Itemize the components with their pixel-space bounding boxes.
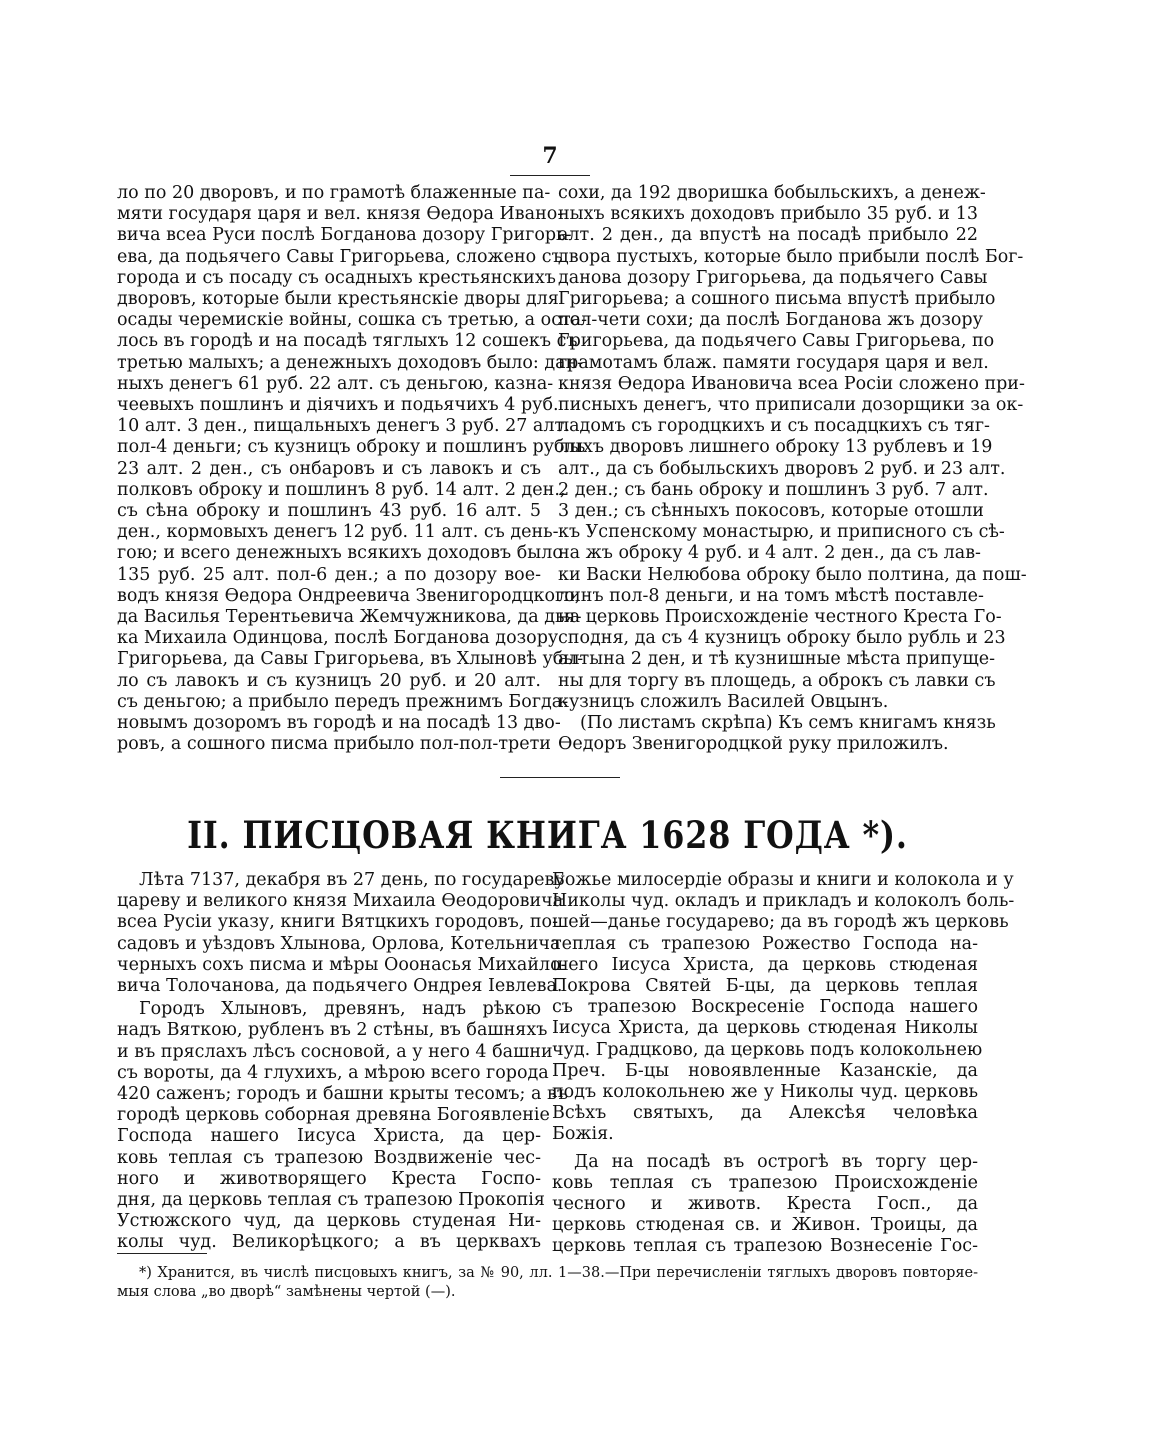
paragraph-town-description (117, 999, 568, 1253)
text-line: ло по 20 дворовъ, и по грамотѣ блаженные па- (117, 183, 551, 203)
text-line: (По листамъ скрѣпа) Къ семъ книгамъ князь (580, 713, 996, 734)
text-line: шего Iисуса Христа, да церковь стюденая (552, 954, 978, 975)
text-line: писныхъ денегъ, что приписали дозорщики за ок- (558, 395, 1024, 416)
text-line: вича всеа Руси послѣ Богданова дозору Григорь- (117, 225, 572, 246)
text-line: данова дозору Григорьева, да подьячего Савы (558, 267, 988, 288)
text-line: Григорьева, да Савы Григорьева, въ Хлыновѣ убы- (117, 649, 584, 670)
text-line: чеевыхъ пошлинъ и дiячихъ и подьячихъ 4 руб. (117, 395, 559, 416)
text-line: съ трапезою Воскресеніе Господа нашего (552, 997, 978, 1018)
text-line: ного и животворящего Креста Госпо- (117, 1168, 541, 1189)
text-line: дня, да церковь теплая съ трапезою Прокопія (117, 1190, 545, 1211)
text-line: лось въ городѣ и на посадѣ тяглыхъ 12 сошекъ съ (117, 331, 578, 352)
text-line: ло съ лавокъ и съ кузницъ 20 руб. и 20 алт. (117, 670, 541, 691)
text-line: 3 ден.; съ сѣнныхъ покосовъ, которые отошли (558, 501, 984, 522)
text-line: сохи, да 192 дворишка бобыльскихъ, а денеж- (558, 183, 986, 203)
text-line: новымъ дозоромъ въ городѣ и на посадѣ 13 дво- (117, 713, 561, 734)
paragraph-seal-note (558, 713, 996, 755)
bottom-left-column (117, 870, 568, 1254)
text-line: 135 руб. 25 алт. пол-6 ден.; а по дозору вое- (117, 564, 541, 585)
text-line: мяти государя царя и вел. князя Ѳедора Ивано- (117, 204, 564, 225)
section-divider (500, 777, 620, 778)
text-line: цареву и великого князя Михаила Ѳеодоровича (117, 891, 564, 912)
paragraph-posad (552, 1152, 978, 1258)
text-line: съ деньгою; а прибыло передъ прежнимъ Богда- (117, 691, 569, 712)
text-line: ровъ, а сошного писма прибыло пол-пол-трети (117, 734, 551, 755)
text-line: съ сѣна оброку и пошлинъ 43 руб. 16 алт. 5 (117, 501, 541, 522)
text-line: Всѣхъ святыхъ, да Алексѣя человѣка (552, 1103, 978, 1124)
text-line: подъ колокольнею же у Николы чуд. церковь (552, 1082, 978, 1103)
text-line: ны для торгу въ площедь, а оброкъ съ лавки съ (558, 670, 996, 691)
text-line: надъ Вяткою, рубленъ въ 2 стѣны, въ башняхъ (117, 1020, 548, 1041)
text-line: ковь теплая съ трапезою Воздвиженіе чес- (117, 1147, 541, 1168)
text-line: Iисуса Христа, да церковь стюденая Николы (552, 1018, 978, 1039)
text-line: 2 ден.; съ бань оброку и пошлинъ 3 руб. 7 алт. (558, 479, 989, 500)
text-line: кузницъ сложилъ Василей Овцынъ. (558, 691, 889, 712)
top-left-column (117, 183, 588, 755)
paragraph-intro (117, 870, 567, 997)
text-line: вича Толочанова, да подьячего Ондрея Iевлева. (117, 976, 563, 997)
text-line: пол-4 деньги; съ кузницъ оброку и пошлинъ рубль (117, 437, 586, 458)
text-line: Ѳедоръ Звенигородцкой руку приложилъ. (558, 734, 949, 755)
text-line: Божія. (552, 1124, 614, 1145)
text-line: 420 саженъ; городъ и башни крыты тесомъ; а въ (117, 1084, 568, 1105)
text-line: церковь теплая съ трапезою Вознесеніе Гос- (552, 1236, 978, 1257)
text-line: Да на посадѣ въ острогѣ въ торгу цер- (574, 1151, 978, 1172)
text-line: третью малыхъ; а денежныхъ доходовъ было: дан- (117, 352, 584, 373)
text-line: ныхъ денегъ 61 руб. 22 алт. съ деньгою, казна- (117, 373, 554, 394)
text-line: Устюжского чуд, да церковь студеная Ни- (117, 1211, 541, 1232)
footnote-text (117, 1264, 978, 1302)
text-line: грамотамъ блаж. памяти государя царя и вел. (558, 352, 989, 373)
text-line: Григорьева; а сошного письма впустѣ прибыло (558, 289, 996, 310)
text-line: сподня, да съ 4 кузницъ оброку было рубль и 23 (558, 628, 1006, 649)
footnote (117, 1264, 978, 1302)
text-line: гою; и всего денежныхъ всякихъ доходовъ было (117, 543, 563, 564)
text-line: на жъ оброку 4 руб. и 4 алт. 2 ден., да съ лав- (558, 543, 981, 564)
text-line: и въ пряслахъ лѣсъ сосновой, а у него 4 башни (117, 1041, 553, 1062)
text-line: ки Васки Нелюбова оброку было полтина, да пош- (558, 564, 1027, 585)
text-line: Господа нашего Iисуса Христа, да цер- (117, 1126, 541, 1147)
text-line: теплая съ трапезою Рожество Господа на- (552, 933, 978, 954)
paragraph-churches (552, 870, 1015, 1146)
text-line: Николы чуд. окладъ и прикладъ и колоколъ боль- (552, 891, 1015, 912)
text-line: *) Хранится, въ числѣ писцовыхъ книгъ, за № 90, лл. 1—38.—При перечисленіи тяглыхъ дворовъ повторяе- (139, 1265, 978, 1281)
text-line: пол-чети сохи; да послѣ Богданова жъ дозору (558, 310, 983, 331)
text-line: 23 алт. 2 ден., съ онбаровъ и съ лавокъ и съ (117, 458, 541, 479)
text-line: на церковь Происхожденіе честного Креста Го- (558, 607, 1002, 628)
text-line: алт., да съ бобыльскихъ дворовъ 2 руб. и 23 алт. (558, 458, 1006, 479)
text-line: алт. 2 ден., да впустѣ на посадѣ прибыло 22 (558, 225, 978, 246)
text-line: ка Михаила Одинцова, послѣ Богданова дозору (117, 628, 559, 649)
text-line: ковь теплая съ трапезою Происхожденіе (552, 1172, 978, 1193)
text-line: осады черемискіе войны, сошка съ третью, а оста- (117, 310, 588, 331)
text-line: Григорьева, да подьячего Савы Григорьева, по (558, 331, 995, 352)
text-line: Городъ Хлыновъ, древянъ, надъ рѣкою (139, 999, 541, 1020)
text-line: полковъ оброку и пошлинъ 8 руб. 14 алт. 2 ден., (117, 479, 566, 500)
text-line: черныхъ сохъ писма и мѣры Ооонасья Михайло- (117, 954, 567, 975)
text-line: алтына 2 ден, и тѣ кузнишные мѣста припуще- (558, 649, 996, 670)
text-line: чуд. Градцково, да церковь подъ колокольнею (552, 1039, 983, 1060)
text-line: да Василья Терентьевича Жемчужникова, да дья- (117, 607, 582, 628)
paragraph-continued (558, 183, 1027, 713)
text-line: дворовъ, которые были крестьянскіе дворы для (117, 289, 559, 310)
text-line: шей—данье государево; да въ городѣ жъ церковь (552, 912, 1009, 933)
text-line: всеа Русiи указу, книги Вятцкихъ городовъ, по- (117, 912, 558, 933)
text-line: князя Ѳедора Ивановича всеа Росiи сложено при- (558, 373, 1025, 394)
text-line: ден., кормовыхъ денегъ 12 руб. 11 алт. съ день- (117, 522, 559, 543)
paragraph-continued (117, 183, 588, 755)
text-line: къ Успенскому монастырю, и приписного съ сѣ- (558, 522, 1005, 543)
text-line: ладомъ съ городцкихъ и съ посадцкихъ съ тяг- (558, 416, 990, 437)
text-line: лыхъ дворовъ лишнего оброку 13 рублевъ и 19 (558, 437, 993, 458)
text-line: водъ князя Ѳедора Ондреевича Звенигородцкого, (117, 585, 581, 606)
text-line: колы чуд. Великорѣцкого; а въ церквахъ (117, 1232, 541, 1253)
top-right-column (558, 183, 1027, 755)
text-line: садовъ и уѣздовъ Хлынова, Орлова, Котельнича (117, 933, 561, 954)
page-number: 7 (510, 143, 590, 176)
text-line: 10 алт. 3 ден., пищальныхъ денегъ 3 руб. 27 алт. (117, 416, 570, 437)
text-line: чесного и животв. Креста Госп., да (552, 1194, 978, 1215)
text-line: ныхъ всякихъ доходовъ прибыло 35 руб. и 13 (558, 204, 978, 225)
text-line: Лѣта 7137, декабря въ 27 день, по государеву (139, 870, 565, 890)
section-title: II. ПИСЦОВАЯ КНИГА 1628 ГОДА *). (187, 813, 908, 857)
footnote-rule (117, 1253, 207, 1254)
text-line: Божье милосердіе образы и книги и колокола и у (552, 870, 1014, 890)
text-line: мыя слова „во дворѣ“ замѣнены чертой (—). (117, 1284, 456, 1300)
bottom-right-column (552, 870, 1015, 1258)
text-line: Покрова Святей Б-цы, да церковь теплая (552, 976, 978, 997)
text-line: линъ пол-8 деньги, и на томъ мѣстѣ поставле- (558, 585, 984, 606)
text-line: церковь стюденая св. и Живон. Троицы, да (552, 1215, 978, 1236)
text-line: городѣ церковь соборная древяна Богоявленіе (117, 1105, 550, 1126)
text-line: ева, да подьячего Савы Григорьева, сложено съ (117, 246, 563, 267)
text-line: Преч. Б-цы новоявленные Казанскіе, да (552, 1060, 978, 1081)
text-line: съ вороты, да 4 глухихъ, а мѣрою всего города (117, 1062, 549, 1083)
text-line: города и съ посаду съ осадныхъ крестьянскихъ (117, 267, 556, 288)
text-line: двора пустыхъ, которые было прибыли послѣ Бог- (558, 246, 1024, 267)
